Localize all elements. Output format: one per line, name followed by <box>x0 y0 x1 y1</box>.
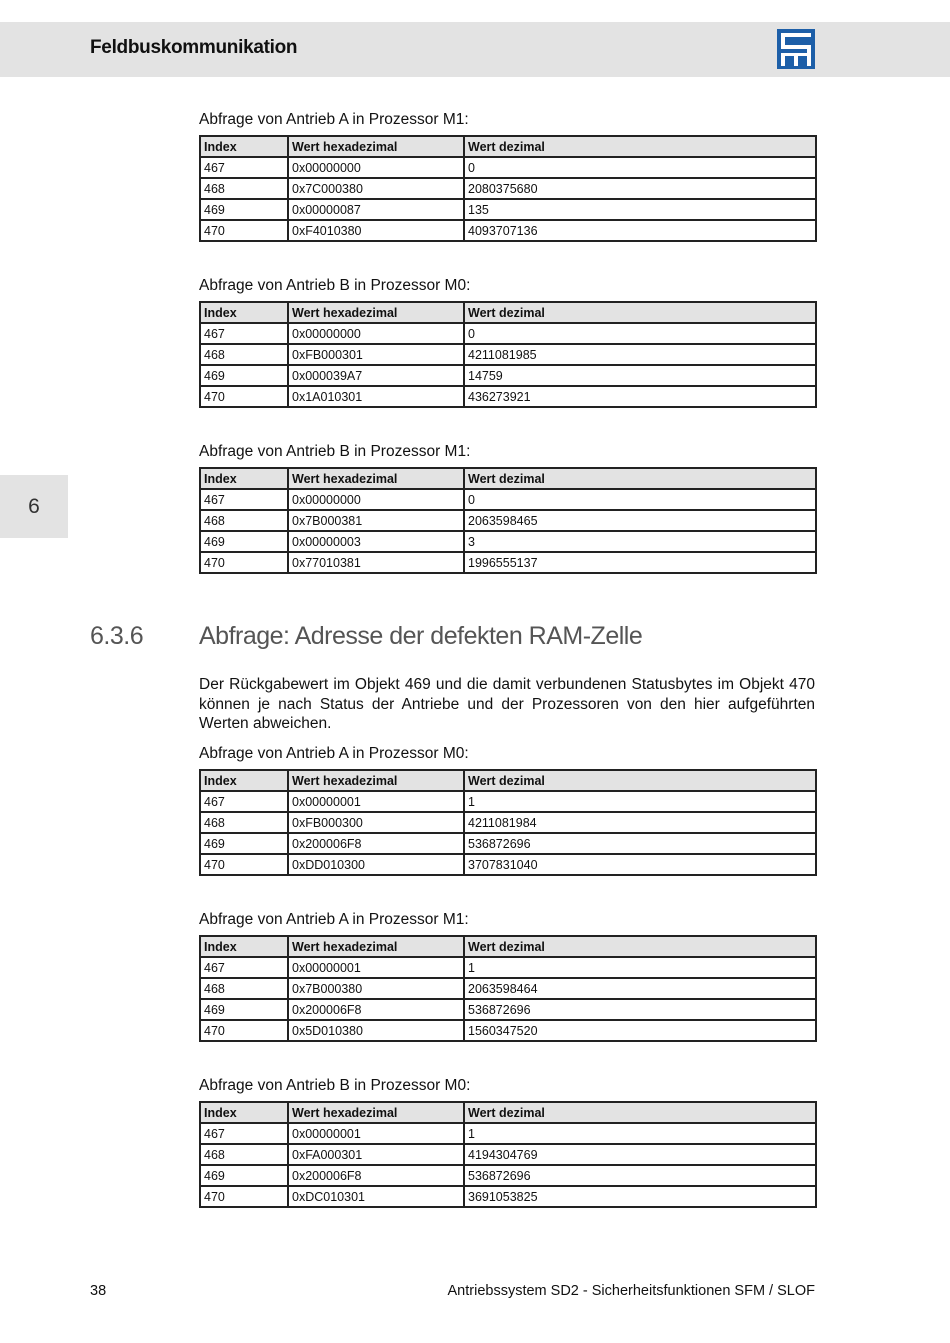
table-cell: 467 <box>200 157 288 178</box>
column-header: Wert hexadezimal <box>288 302 464 323</box>
table-cell: 1 <box>464 957 816 978</box>
company-logo-icon <box>777 29 815 69</box>
table-cell: 3 <box>464 531 816 552</box>
table-cell: 469 <box>200 833 288 854</box>
table-cell: 0x00000000 <box>288 323 464 344</box>
table-cell: 0 <box>464 157 816 178</box>
table-row <box>200 489 816 510</box>
table-cell: 468 <box>200 1144 288 1165</box>
table-header-row <box>200 136 816 157</box>
table-row <box>200 323 816 344</box>
chapter-number: 6 <box>28 494 40 518</box>
table-cell: 467 <box>200 1123 288 1144</box>
table-row <box>200 344 816 365</box>
table-row <box>200 220 816 241</box>
table-cell: 470 <box>200 386 288 407</box>
table-row <box>200 1123 816 1144</box>
column-header: Wert dezimal <box>464 1102 816 1123</box>
table-cell: 4093707136 <box>464 220 816 241</box>
table-cell: 0xDD010300 <box>288 854 464 875</box>
table-cell: 536872696 <box>464 833 816 854</box>
table-cell: 2063598465 <box>464 510 816 531</box>
table-cell: 470 <box>200 220 288 241</box>
table-row <box>200 1186 816 1207</box>
table-cell: 0x00000001 <box>288 791 464 812</box>
table-cell: 468 <box>200 978 288 999</box>
column-header: Index <box>200 468 288 489</box>
table-caption: Abfrage von Antrieb B in Prozessor M1: <box>199 443 471 460</box>
table-cell: 536872696 <box>464 999 816 1020</box>
table-row <box>200 1020 816 1041</box>
table-cell: 0x00000003 <box>288 531 464 552</box>
data-table <box>199 135 817 242</box>
table-cell: 469 <box>200 365 288 386</box>
column-header: Wert dezimal <box>464 136 816 157</box>
table-cell: 0x5D010380 <box>288 1020 464 1041</box>
data-table <box>199 301 817 408</box>
table-row <box>200 510 816 531</box>
table-cell: 468 <box>200 344 288 365</box>
table-row <box>200 957 816 978</box>
section-paragraph: Der Rückgabewert im Objekt 469 und die damit verbundenen Statusbytes im Objekt 470 können je nach Status der Antriebe und der Prozessoren von den hier aufgeführten Werten abweichen. <box>199 676 815 732</box>
table-row <box>200 812 816 833</box>
table-row <box>200 199 816 220</box>
table-cell: 468 <box>200 510 288 531</box>
footer-document-title: Antriebssystem SD2 - Sicherheitsfunktionen SFM / SLOF <box>447 1283 815 1299</box>
table-header-row <box>200 770 816 791</box>
table-header-row <box>200 1102 816 1123</box>
table-row <box>200 1144 816 1165</box>
table-row <box>200 791 816 812</box>
table-row <box>200 978 816 999</box>
table-cell: 469 <box>200 531 288 552</box>
data-table <box>199 769 817 876</box>
table-header-row <box>200 302 816 323</box>
table-cell: 0x200006F8 <box>288 1165 464 1186</box>
table-row <box>200 531 816 552</box>
table-cell: 0xF4010380 <box>288 220 464 241</box>
table-caption: Abfrage von Antrieb A in Prozessor M1: <box>199 111 469 128</box>
table-header-row <box>200 468 816 489</box>
table-cell: 468 <box>200 178 288 199</box>
table-cell: 0x1A010301 <box>288 386 464 407</box>
column-header: Wert hexadezimal <box>288 136 464 157</box>
table-cell: 1 <box>464 1123 816 1144</box>
table-cell: 469 <box>200 1165 288 1186</box>
table-cell: 0xFB000301 <box>288 344 464 365</box>
table-cell: 470 <box>200 1186 288 1207</box>
table-cell: 135 <box>464 199 816 220</box>
table-cell: 469 <box>200 199 288 220</box>
table-cell: 470 <box>200 854 288 875</box>
table-cell: 0x00000001 <box>288 957 464 978</box>
table-cell: 2080375680 <box>464 178 816 199</box>
column-header: Wert hexadezimal <box>288 936 464 957</box>
table-cell: 0x7B000381 <box>288 510 464 531</box>
table-cell: 3691053825 <box>464 1186 816 1207</box>
table-cell: 4194304769 <box>464 1144 816 1165</box>
page-header-title: Feldbuskommunikation <box>90 37 298 58</box>
table-cell: 0x00000087 <box>288 199 464 220</box>
table-header-row <box>200 936 816 957</box>
table-row <box>200 386 816 407</box>
section-number: 6.3.6 <box>90 622 144 650</box>
table-cell: 468 <box>200 812 288 833</box>
table-row <box>200 178 816 199</box>
table-cell: 0xDC010301 <box>288 1186 464 1207</box>
table-cell: 0x000039A7 <box>288 365 464 386</box>
table-row <box>200 854 816 875</box>
table-cell: 3707831040 <box>464 854 816 875</box>
table-cell: 1996555137 <box>464 552 816 573</box>
data-table <box>199 935 817 1042</box>
table-cell: 1 <box>464 791 816 812</box>
table-row <box>200 157 816 178</box>
table-cell: 0x77010381 <box>288 552 464 573</box>
data-table <box>199 467 817 574</box>
column-header: Wert dezimal <box>464 770 816 791</box>
column-header: Index <box>200 302 288 323</box>
table-cell: 1560347520 <box>464 1020 816 1041</box>
footer-page-number: 38 <box>90 1283 107 1299</box>
table-cell: 2063598464 <box>464 978 816 999</box>
chapter-tab <box>0 475 68 538</box>
table-cell: 0xFB000300 <box>288 812 464 833</box>
table-row <box>200 552 816 573</box>
data-table <box>199 1101 817 1208</box>
column-header: Wert hexadezimal <box>288 468 464 489</box>
table-caption: Abfrage von Antrieb B in Prozessor M0: <box>199 1077 471 1094</box>
table-cell: 0x00000000 <box>288 157 464 178</box>
column-header: Index <box>200 1102 288 1123</box>
table-cell: 0x7B000380 <box>288 978 464 999</box>
table-cell: 4211081984 <box>464 812 816 833</box>
table-cell: 467 <box>200 323 288 344</box>
table-cell: 0xFA000301 <box>288 1144 464 1165</box>
table-caption: Abfrage von Antrieb A in Prozessor M0: <box>199 745 469 762</box>
table-cell: 0x00000001 <box>288 1123 464 1144</box>
table-cell: 470 <box>200 552 288 573</box>
table-cell: 4211081985 <box>464 344 816 365</box>
column-header: Wert dezimal <box>464 936 816 957</box>
table-cell: 0x200006F8 <box>288 999 464 1020</box>
table-cell: 0 <box>464 323 816 344</box>
table-cell: 0x200006F8 <box>288 833 464 854</box>
table-row <box>200 365 816 386</box>
section-title: Abfrage: Adresse der defekten RAM-Zelle <box>199 622 643 650</box>
column-header: Index <box>200 770 288 791</box>
table-cell: 469 <box>200 999 288 1020</box>
column-header: Index <box>200 136 288 157</box>
table-cell: 0x7C000380 <box>288 178 464 199</box>
table-cell: 467 <box>200 489 288 510</box>
column-header: Wert hexadezimal <box>288 770 464 791</box>
table-cell: 467 <box>200 957 288 978</box>
table-row <box>200 1165 816 1186</box>
table-row <box>200 833 816 854</box>
table-cell: 14759 <box>464 365 816 386</box>
table-cell: 470 <box>200 1020 288 1041</box>
column-header: Index <box>200 936 288 957</box>
table-cell: 0 <box>464 489 816 510</box>
table-cell: 536872696 <box>464 1165 816 1186</box>
table-row <box>200 999 816 1020</box>
table-cell: 467 <box>200 791 288 812</box>
table-cell: 436273921 <box>464 386 816 407</box>
column-header: Wert dezimal <box>464 468 816 489</box>
table-caption: Abfrage von Antrieb A in Prozessor M1: <box>199 911 469 928</box>
column-header: Wert dezimal <box>464 302 816 323</box>
table-cell: 0x00000000 <box>288 489 464 510</box>
table-caption: Abfrage von Antrieb B in Prozessor M0: <box>199 277 471 294</box>
column-header: Wert hexadezimal <box>288 1102 464 1123</box>
